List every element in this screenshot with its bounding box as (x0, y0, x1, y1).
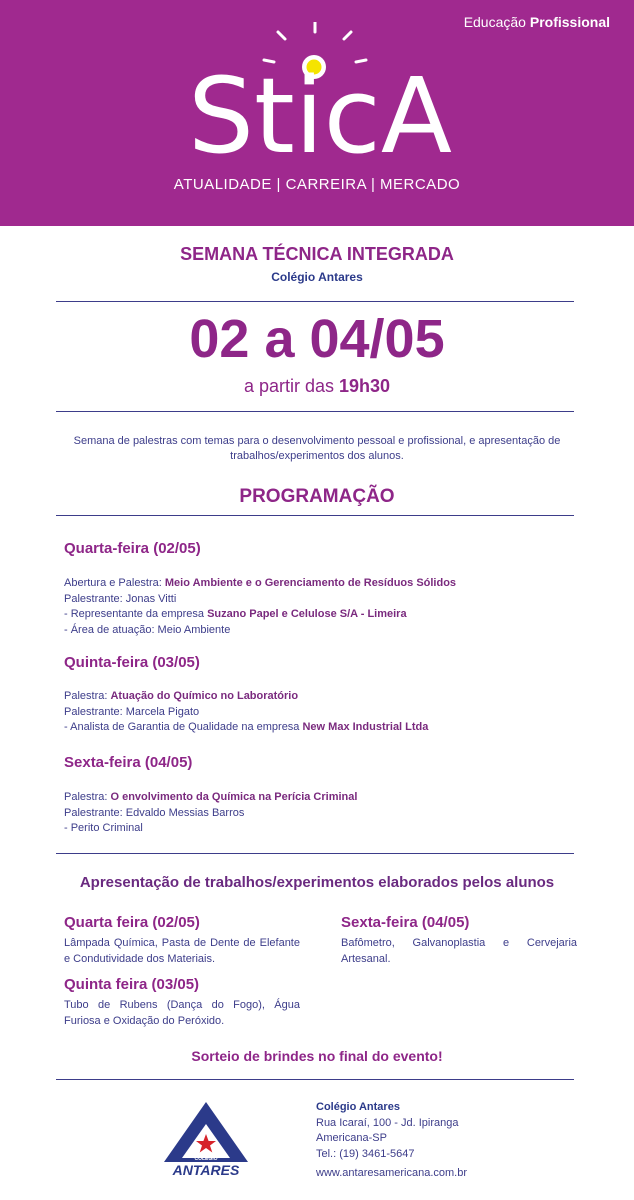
divider (56, 301, 574, 302)
event-title: SEMANA TÉCNICA INTEGRADA (180, 244, 454, 264)
program-day-3: Sexta-feira (04/05) (64, 754, 193, 771)
apresentacao-day-2: Quinta feira (03/05) (64, 976, 200, 993)
apresentacao-day-1-text: Lâmpada Química, Pasta de Dente de Elefante e Condutividade dos Materiais. (64, 937, 300, 965)
logo-ray (278, 32, 285, 39)
apresentacao-day-1: Quarta feira (02/05) (64, 914, 200, 931)
sorteio-note: Sorteio de brindes no final do evento! (191, 1048, 443, 1064)
apresentacao-title: Apresentação de trabalhos/experimentos elaborados pelos alunos (79, 874, 555, 891)
program-day-3-details: Palestra: O envolvimento da Química na Perícia Criminal Palestrante: Edvaldo Messias Barros - Perito Criminal (64, 791, 358, 834)
divider (56, 1079, 574, 1080)
antares-logo (156, 1100, 256, 1178)
programacao-title: PROGRAMAÇÃO (239, 486, 395, 507)
event-intro: Semana de palestras com temas para o desenvolvimento pessoal e profissional, e apresentação de trabalhos/experimentos dos alunos. (73, 435, 561, 462)
divider (56, 853, 574, 854)
contact-address-2: Americana-SP (316, 1132, 387, 1144)
education-label: Educação Profissional (463, 14, 610, 30)
contact-phone: Tel.: (19) 3461-5647 (316, 1147, 415, 1160)
stica-logo (186, 22, 456, 162)
program-day-1: Quarta-feira (02/05) (64, 540, 201, 557)
header-banner (0, 0, 634, 226)
program-day-2: Quinta-feira (03/05) (64, 654, 200, 671)
logo-big-text: ANTARES (172, 1162, 240, 1178)
logo-small-text: COLÉGIO (194, 1156, 218, 1162)
tagline: ATUALIDADE | CARREIRA | MERCADO (173, 176, 461, 193)
apresentacao-day-3: Sexta-feira (04/05) (341, 914, 470, 931)
contact-name: Colégio Antares (316, 1101, 400, 1113)
contact-block (316, 1100, 467, 1182)
apresentacao-day-3-text: Bafômetro, Galvanoplastia e Cervejaria Artesanal. (341, 937, 577, 965)
event-time: a partir das 19h30 (243, 376, 391, 396)
event-dates: 02 a 04/05 (189, 309, 445, 369)
program-day-1-details: Abertura e Palestra: Meio Ambiente e o Gerenciamento de Resíduos Sólidos Palestrante: Jonas Vitti - Representante da empresa Suzano Papel e Celulose S/A - Limeira - Área de atuação: Meio Ambiente (64, 577, 457, 636)
program-day-2-details: Palestra: Atuação do Químico no Laboratório Palestrante: Marcela Pigato - Analista de Garantia de Qualidade na empresa New Max Industrial Ltda (64, 690, 429, 733)
logo-ray (344, 32, 351, 39)
logo-text: SticA (187, 55, 453, 162)
divider (56, 411, 574, 412)
contact-website[interactable]: www.antaresamericana.com.br (316, 1167, 468, 1179)
contact-address-1: Rua Icaraí, 100 - Jd. Ipiranga (316, 1116, 459, 1129)
apresentacao-day-2-text: Tubo de Rubens (Dança do Fogo), Água Furiosa e Oxidação do Peróxido. (64, 999, 300, 1027)
event-school: Colégio Antares (271, 270, 363, 284)
divider (56, 515, 574, 516)
